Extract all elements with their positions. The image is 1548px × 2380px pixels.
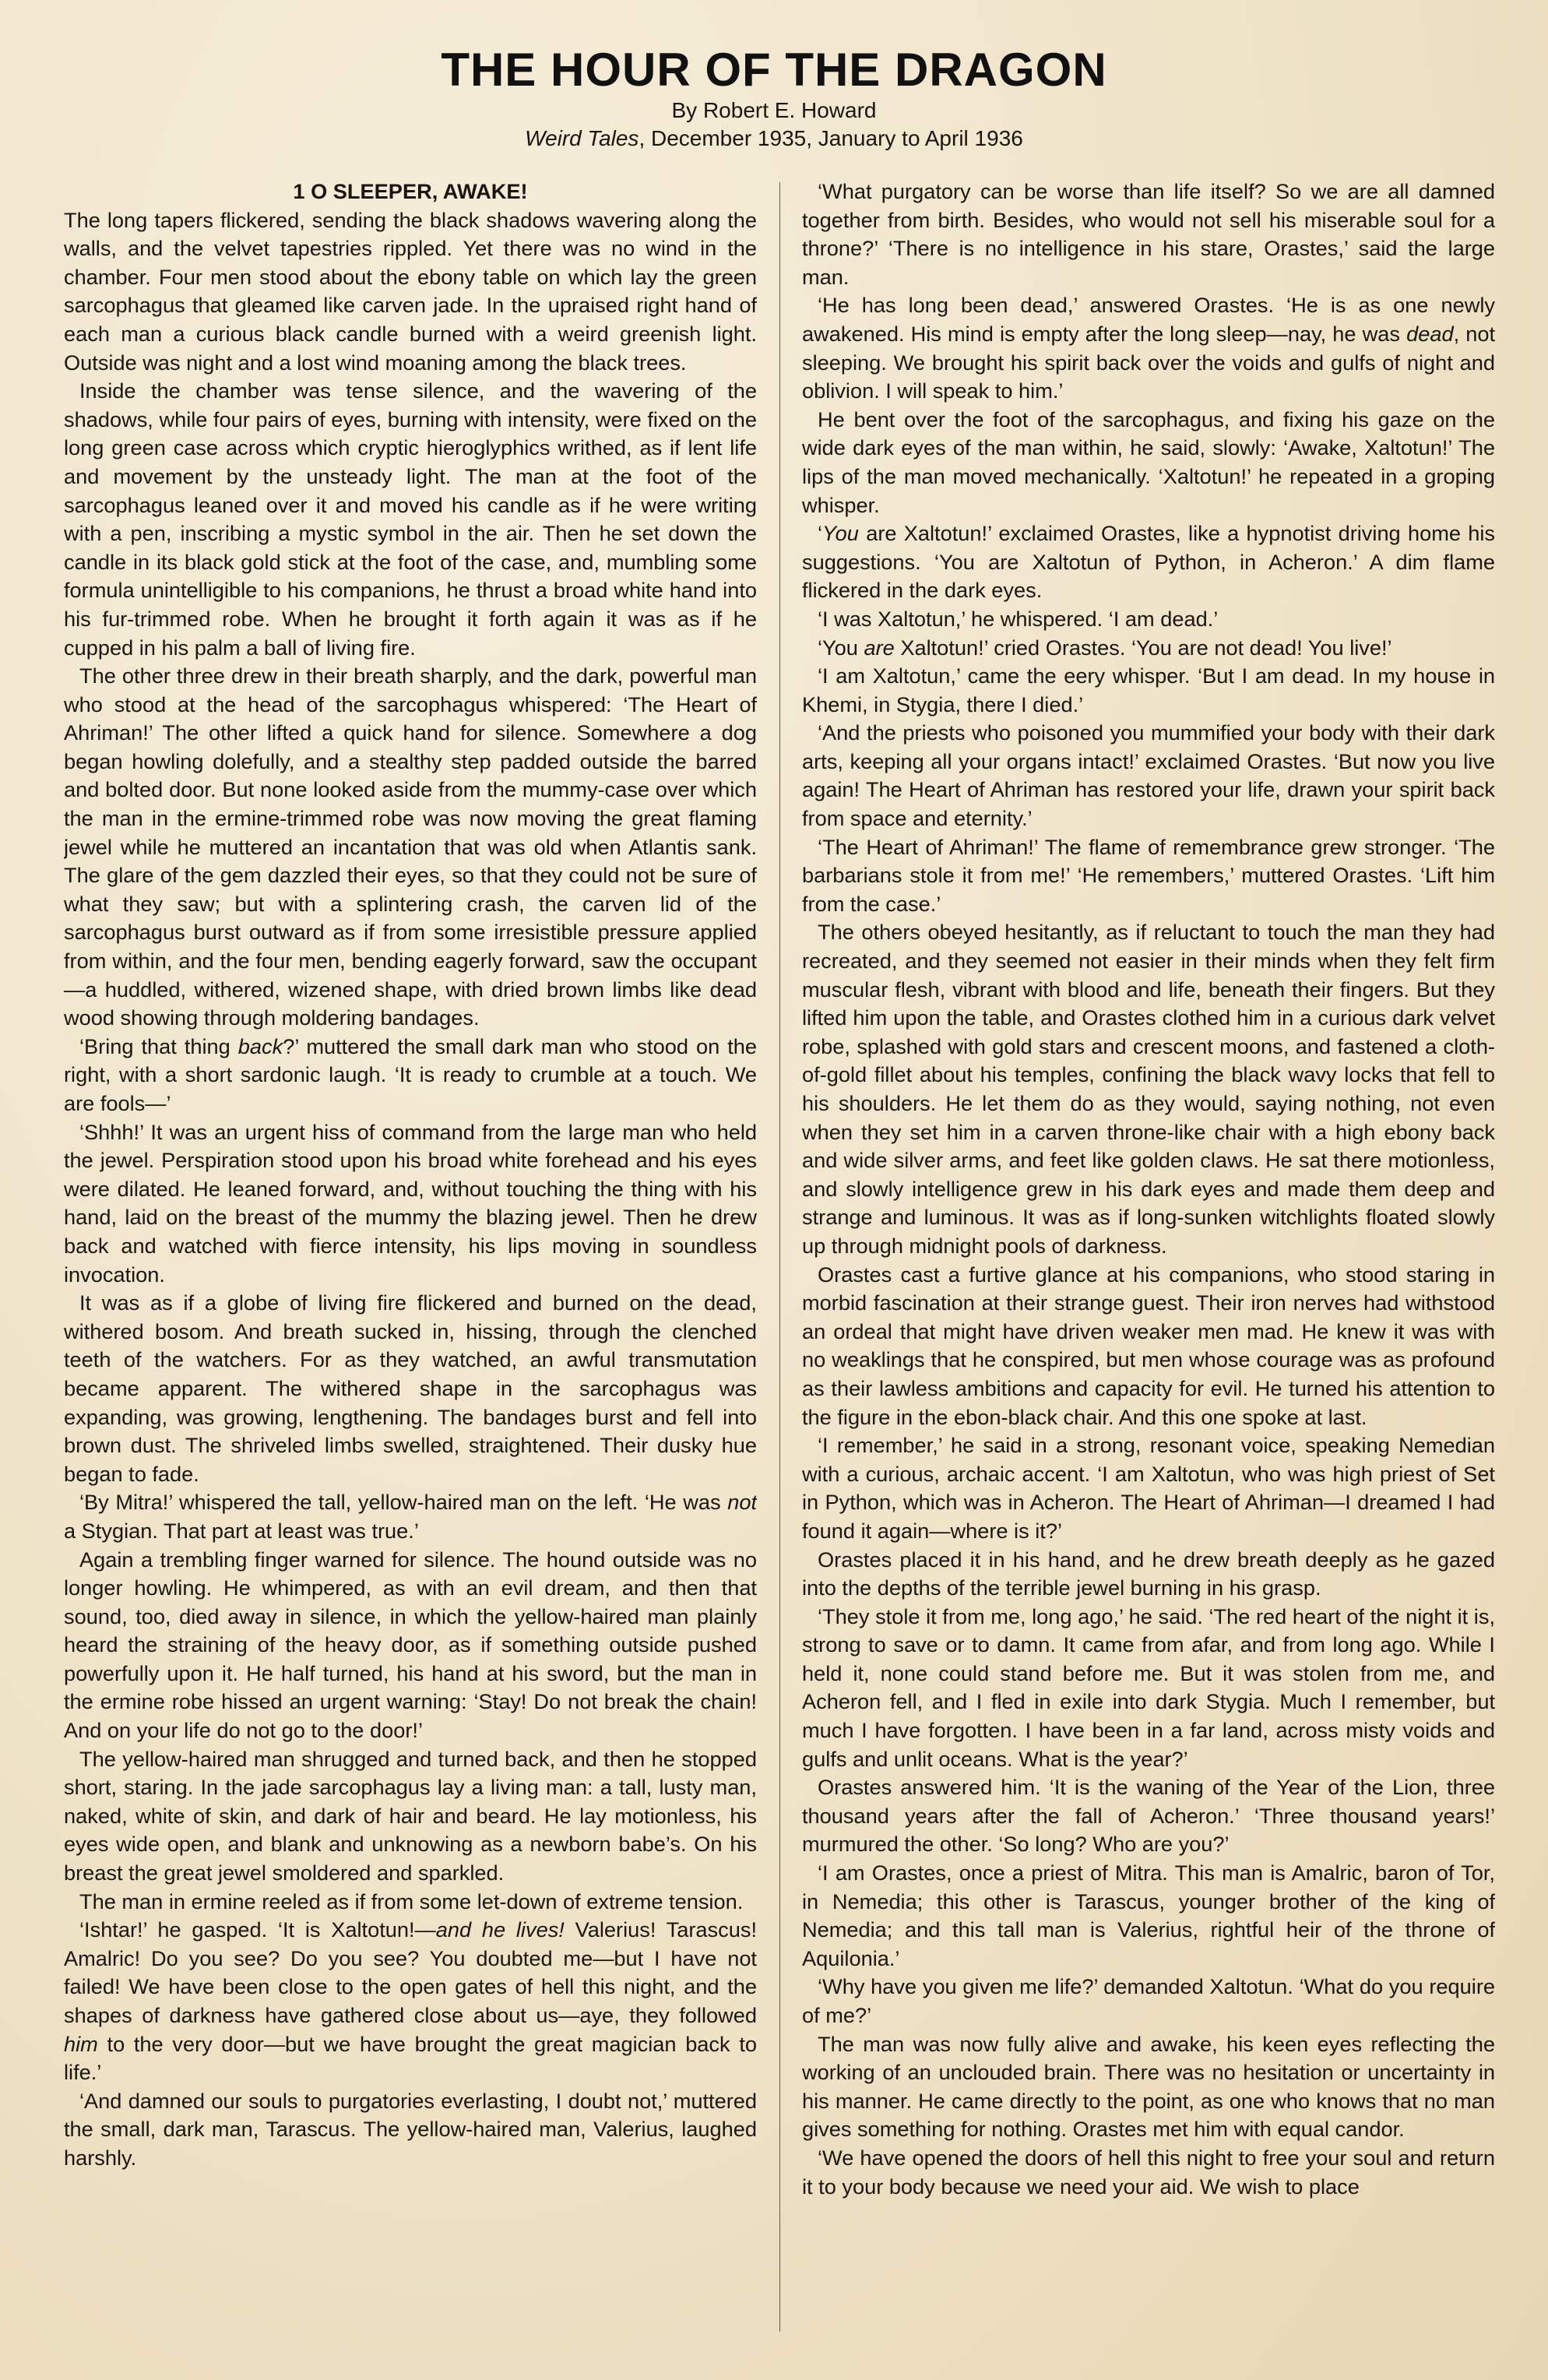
byline: By Robert E. Howard	[671, 98, 877, 122]
paragraph: Again a trembling finger warned for silence. The hound outside was no longer howling. He whimpered, as with an evil dream, and then that sound, too, died away in silence, in which the yellow-haired man plainly heard the straining of the heavy door, as if something outside pushed powerfully upon it. He half turned, his hand at his sword, but the man in the ermine robe hissed an urgent warning: ‘Stay! Do not break the chain! And on your life do not go to the door!’	[64, 1547, 757, 1743]
paragraph: ‘They stole it from me, long ago,’ he said. ‘The red heart of the night it is, strong to save or to damn. It came from afar, and from long ago. While I held it, none could stand before me. But it was stolen from me, and Acheron fell, and I fled in exile into dark Stygia. Much I remember, but much I have forgotten. I have been in a far land, across misty voids and gulfs and unlit oceans. What is the year?’	[802, 1604, 1495, 1771]
paragraph: ‘I was Xaltotun,’ he whispered. ‘I am dead.’	[818, 606, 1219, 631]
paragraph: ‘Bring that thing back?’ muttered the small dark man who stood on the right, with a short sardonic laugh. ‘It is ready to crumble at a touch. We are fools—’	[64, 1033, 757, 1115]
article-title: THE HOUR OF THE DRAGON	[441, 44, 1107, 96]
paragraph: Orastes placed it in his hand, and he drew breath deeply as he gazed into the depths of the terrible jewel burning in his grasp.	[802, 1547, 1495, 1600]
paragraph: ‘You are Xaltotun!’ cried Orastes. ‘You are not dead! You live!’	[818, 635, 1392, 660]
paragraph: The other three drew in their breath sharply, and the dark, powerful man who stood at the head of the sarcophagus whispered: ‘The Heart of Ahriman!’ The other lifted a quick hand for silence. Somewhere a dog began howling dolefully, and a stealthy step padded outside the barred and bolted door. But none looked aside from the mummy-case over which the man in the ermine-trimmed robe was now moving the great flaming jewel while he muttered an incantation that was old when Atlantis sank. The glare of the gem dazzled their eyes, so that they could not be sure of what they saw; but with a splintering crash, the carven lid of the sarcophagus burst outward as if from some irresistible pressure applied from within, and the four men, bending eagerly forward, saw the occupant—a huddled, withered, wizened shape, with dried brown limbs like dead wood showing through moldering bandages.	[64, 664, 757, 1030]
paragraph: The others obeyed hesitantly, as if reluctant to touch the man they had recreated, and they seemed not easier in their minds when they felt firm muscular flesh, vibrant with blood and life, beneath their fingers. But they lifted him upon the table, and Orastes clothed him in a curious dark velvet robe, splashed with gold stars and crescent moons, and fastened a cloth-of-gold fillet about his temples, confining the black wavy locks that fell to his shoulders. He let them do as they would, saying nothing, not even when they set him in a carven throne-like chair with a high ebony back and wide silver arms, and feet like golden claws. He sat there motionless, and slowly intelligence grew in his dark eyes and made them deep and strange and luminous. It was as if long-sunken witchlights floated slowly up through midnight pools of darkness.	[802, 920, 1495, 1258]
paragraph: ‘What purgatory can be worse than life itself? So we are all damned together from birth. Besides, who would not sell his miserable soul for a throne?’ ‘There is no intelligence in his stare, Orastes,’ said the large man.	[802, 179, 1495, 289]
paragraph: ‘And damned our souls to purgatories everlasting, I doubt not,’ muttered the small, dark man, Tarascus. The yellow-haired man, Valerius, laughed harshly.	[64, 2088, 757, 2170]
paragraph: ‘The Heart of Ahriman!’ The flame of remembrance grew stronger. ‘The barbarians stole it from me!’ ‘He remembers,’ muttered Orastes. ‘Lift him from the case.’	[802, 834, 1495, 916]
right-column	[802, 178, 1495, 2350]
paragraph: ‘By Mitra!’ whispered the tall, yellow-haired man on the left. ‘He was not a Stygian. That part at least was true.’	[64, 1490, 757, 1543]
paragraph: ‘Shhh!’ It was an urgent hiss of command from the large man who held the jewel. Perspiration stood upon his broad white forehead and his eyes were dilated. He leaned forward, and, without touching the thing with his hand, laid on the breast of the mummy the blazing jewel. Then he drew back and watched with fierce intensity, his lips moving in soundless invocation.	[64, 1119, 757, 1287]
publication-dates: , December 1935, January to April 1936	[639, 126, 1023, 150]
paragraph: It was as if a globe of living fire flickered and burned on the dead, withered bosom. And breath sucked in, hissing, through the clenched teeth of the watchers. For as they watched, an awful transmutation became apparent. The withered shape in the sarcophagus was expanding, was growing, lengthening. The bandages burst and fell into brown dust. The shriveled limbs swelled, straightened. Their dusky hue began to fade.	[64, 1290, 757, 1486]
paragraph: ‘You are Xaltotun!’ exclaimed Orastes, like a hypnotist driving home his suggestions. ‘You are Xaltotun of Python, in Acheron.’ A dim flame flickered in the dark eyes.	[802, 521, 1495, 603]
paragraph: Orastes cast a furtive glance at his companions, who stood staring in morbid fascination at their strange guest. Their iron nerves had withstood an ordeal that might have driven weaker men mad. He knew it was with no weaklings that he conspired, but men whose courage was as profound as their lawless ambitions and capacity for evil. He turned his attention to the figure in the ebon-black chair. And this one spoke at last.	[802, 1262, 1495, 1429]
paragraph: ‘Why have you given me life?’ demanded Xaltotun. ‘What do you require of me?’	[802, 1974, 1495, 2027]
magazine-name: Weird Tales	[525, 126, 639, 150]
paragraph: The yellow-haired man shrugged and turned back, and then he stopped short, staring. In the jade sarcophagus lay a living man: a tall, lusty man, naked, white of skin, and dark of hair and beard. He lay motionless, his eyes wide open, and blank and unknowing as a newborn babe’s. On his breast the great jewel smoldered and sparkled.	[64, 1746, 757, 1885]
publication-info	[0, 125, 1548, 153]
paragraph: ‘I am Orastes, once a priest of Mitra. This man is Amalric, baron of Tor, in Nemedia; this other is Tarascus, younger brother of the king of Nemedia; and this tall man is Valerius, rightful heir of the throne of Aquilonia.’	[802, 1861, 1495, 1970]
paragraph: ‘He has long been dead,’ answered Orastes. ‘He is as one newly awakened. His mind is empty after the long sleep—nay, he was dead, not sleeping. We brought his spirit back over the voids and gulfs of night and oblivion. I will speak to him.’	[802, 293, 1495, 403]
paragraph: The long tapers flickered, sending the black shadows wavering along the walls, and the velvet tapestries rippled. Yet there was no wind in the chamber. Four men stood about the ebony table on which lay the green sarcophagus that gleamed like carven jade. In the upraised right hand of each man a curious black candle burned with a weird greenish light. Outside was night and a lost wind moaning among the black trees.	[64, 207, 757, 375]
paragraph: The man in ermine reeled as if from some let-down of extreme tension.	[79, 1889, 744, 1914]
paragraph: Orastes answered him. ‘It is the waning of the Year of the Lion, three thousand years after the fall of Acheron.’ ‘Three thousand years!’ murmured the other. ‘So long? Who are you?’	[802, 1775, 1495, 1857]
column-divider	[779, 182, 780, 2332]
paragraph: Inside the chamber was tense silence, and the wavering of the shadows, while four pairs of eyes, burning with intensity, were fixed on the long green case across which cryptic hieroglyphics writhed, as if lent life and movement by the unsteady light. The man at the foot of the sarcophagus leaned over it and moved his candle as if he were writing with a pen, inscribing a mystic symbol in the air. Then he set down the candle in its black gold stick at the foot of the case, and, mumbling some formula unintelligible to his companions, he thrust a broad white hand into his fur-trimmed robe. When he brought it forth again it was as if he cupped in his palm a ball of living fire.	[64, 378, 757, 660]
left-column	[64, 178, 757, 2350]
paragraph: ‘I am Xaltotun,’ came the eery whisper. ‘But I am dead. In my house in Khemi, in Stygia, there I died.’	[802, 664, 1495, 716]
paragraph: ‘We have opened the doors of hell this night to free your soul and return it to your body because we need your aid. We wish to place	[802, 2145, 1495, 2199]
text-columns	[64, 178, 1495, 2350]
paragraph: ‘Ishtar!’ he gasped. ‘It is Xaltotun!—and he lives! Valerius! Tarascus! Amalric! Do you see? Do you see? You doubted me—but I have not failed! We have been close to the open gates of hell this night, and the shapes of darkness have gathered close about us—aye, they followed him to the very door—but we have brought the great magician back to life.’	[64, 1917, 757, 2085]
paragraph: The man was now fully alive and awake, his keen eyes reflecting the working of an unclouded brain. There was no hesitation or uncertainty in his manner. He came directly to the point, as one who knows that no man gives something for nothing. Orastes met him with equal candor.	[802, 2031, 1495, 2142]
paragraph: ‘I remember,’ he said in a strong, resonant voice, speaking Nemedian with a curious, archaic accent. ‘I am Xaltotun, who was high priest of Set in Python, which was in Acheron. The Heart of Ahriman—I dreamed I had found it again—where is it?’	[802, 1433, 1495, 1543]
paragraph: He bent over the foot of the sarcophagus, and fixing his gaze on the wide dark eyes of the man within, he said, slowly: ‘Awake, Xaltotun!’ The lips of the man moved mechanically. ‘Xaltotun!’ he repeated in a groping whisper.	[802, 407, 1495, 517]
article-header	[0, 45, 1548, 153]
paragraph: ‘And the priests who poisoned you mummified your body with their dark arts, keeping all your organs intact!’ exclaimed Orastes. ‘But now you live again! The Heart of Ahriman has restored your life, drawn your spirit back from space and eternity.’	[802, 720, 1495, 831]
chapter-heading: 1 O SLEEPER, AWAKE!	[293, 179, 528, 203]
